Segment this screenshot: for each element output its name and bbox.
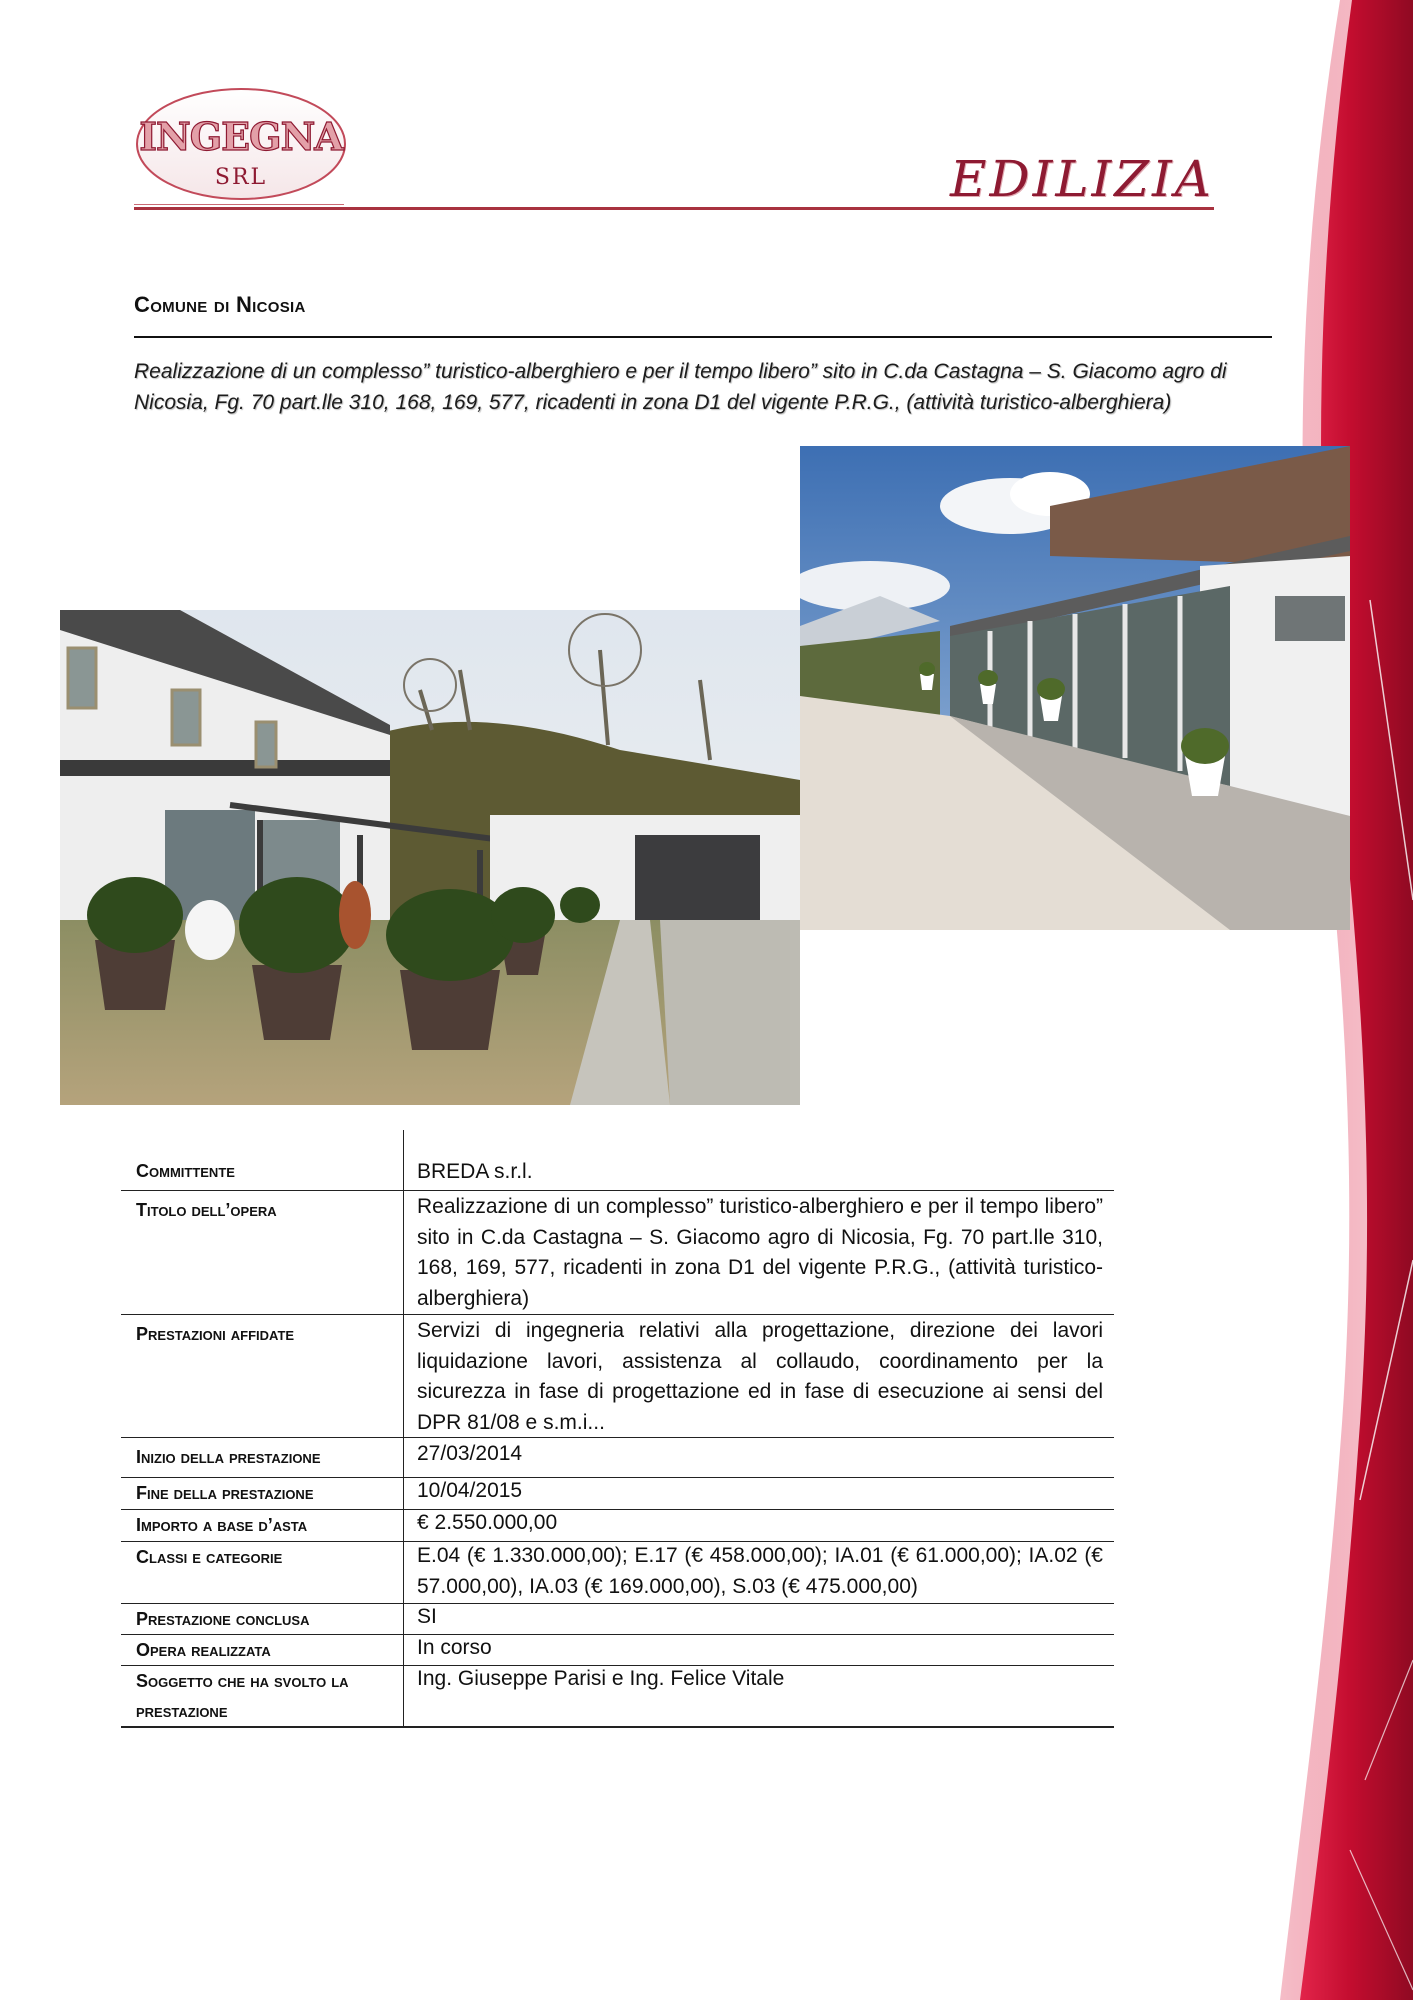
logo-ellipse-icon [134,86,348,202]
table-row-inizio [121,1438,1114,1478]
row-value: € 2.550.000,00 [417,1511,558,1534]
row-value: BREDA s.r.l. [417,1160,533,1183]
row-label: Inizio della prestazione [136,1447,321,1467]
table-row-realizzata [121,1635,1114,1666]
section-title-text: EDILIZIA [950,150,1214,208]
row-value: E.04 (€ 1.330.000,00); E.17 (€ 458.000,00); IA.01 (€ 61.000,00); IA.02 (€ 57.000,00), IA.03 (€ 169.000,00), S.03 (€ 475.000,00) [417,1544,1103,1598]
table-row-titolo [121,1191,1114,1315]
header-divider-thin [134,204,344,205]
row-label: Soggetto che ha svolto la prestazione [136,1671,349,1721]
row-label: Prestazioni affidate [136,1324,295,1344]
courtyard-photo-icon [60,610,800,1105]
row-value: SI [417,1605,437,1628]
comune-divider [134,336,1272,338]
row-label: Fine della prestazione [136,1483,314,1503]
row-value: Servizi di ingegneria relativi alla progettazione, direzione dei lavori liquidazione lavori, assistenza al collaudo, coordinamento per la sicurezza in fase di progettazione ed in fase di esecuzione ai sensi del DPR 81/08 e s.m.i... [417,1319,1103,1434]
company-logo [134,86,348,202]
row-label: Titolo dell’opera [136,1200,277,1220]
photo-courtyard [60,610,800,1105]
table-row-conclusa [121,1604,1114,1635]
row-value: 27/03/2014 [417,1442,523,1465]
row-label: Opera realizzata [136,1640,271,1660]
terrace-photo-icon [800,446,1350,930]
table-row-soggetto [121,1666,1114,1728]
project-description: Realizzazione di un complesso” turistico-alberghiero e per il tempo libero” sito in C.da Castagna – S. Giacomo agro di Nicosia, Fg. 70 part.lle 310, 168, 169, 577, ricadenti in zona D1 del vigente P.R.G., (attività turistico-alberghiera) [134,360,1227,414]
logo-sub-text: SRL [214,165,268,190]
section-title [950,150,1214,208]
comune-heading: Comune di Nicosia [134,292,306,317]
row-label: Importo a base d’asta [136,1515,308,1535]
row-value: Realizzazione di un complesso” turistico-alberghiero e per il tempo libero” sito in C.da Castagna – S. Giacomo agro di Nicosia, Fg. 70 part.lle 310, 168, 169, 577, ricadenti in zona D1 del vigente P.R.G., (attività turistico-alberghiera) [417,1195,1103,1310]
row-value: Ing. Giuseppe Parisi e Ing. Felice Vitale [417,1667,785,1690]
table-row-committente [121,1152,1114,1191]
row-label: Classi e categorie [136,1547,283,1567]
table-row-prestazioni [121,1315,1114,1438]
row-value: In corso [417,1636,492,1659]
table-row-classi [121,1542,1114,1604]
row-label: Committente [136,1161,235,1181]
logo-name-text: INGEGNA [139,114,343,159]
row-label: Prestazione conclusa [136,1609,310,1629]
table-row-importo [121,1510,1114,1542]
row-value: 10/04/2015 [417,1479,523,1502]
row-divider [121,1726,1114,1728]
photo-terrace [800,446,1350,930]
table-row-fine [121,1478,1114,1510]
